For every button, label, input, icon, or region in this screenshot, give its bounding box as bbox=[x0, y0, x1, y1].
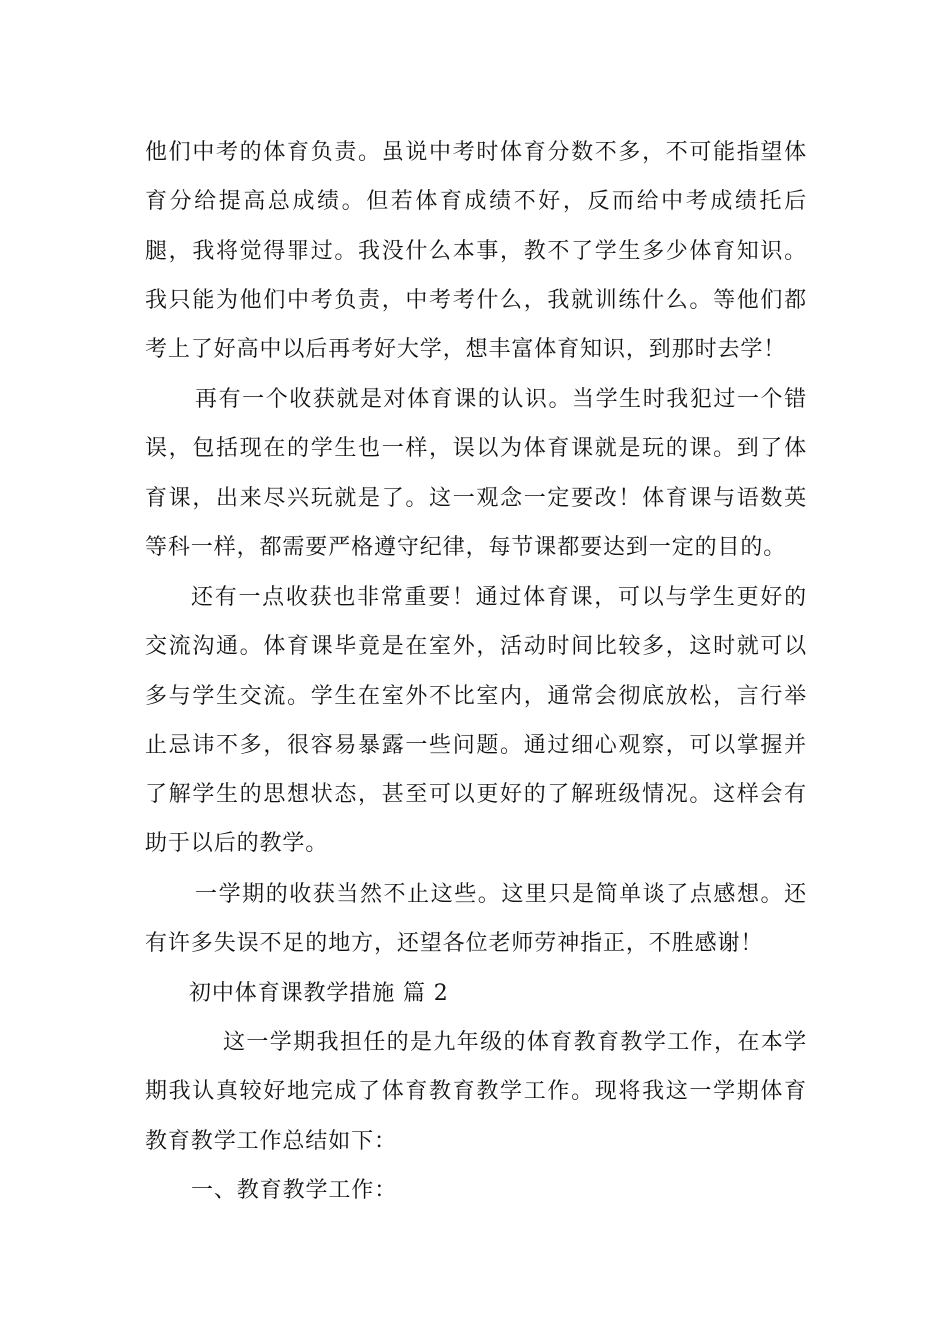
paragraph-student-communication: 还有一点收获也非常重要！通过体育课，可以与学生更好的交流沟通。体育课毕竟是在室外，活动时间比较多，这时就可以多与学生交流。学生在室外不比室内，通常会彻底放松，言行举止忌讳不多，很容易暴露一些问题。通过细心观察，可以掌握并了解学生的思想状态，甚至可以更好的了解班级情况。这样会有助于以后的教学。 bbox=[145, 585, 807, 857]
paragraph-pe-class-understanding: 再有一个收获就是对体育课的认识。当学生时我犯过一个错误，包括现在的学生也一样，误以为体育课就是玩的课。到了体育课，出来尽兴玩就是了。这一观念一定要改！体育课与语数英等科一样，都需要严格遵守纪律，每节课都要达到一定的目的。 bbox=[145, 387, 807, 560]
paragraph-pe-exam-responsibility: 他们中考的体育负责。虽说中考时体育分数不多，不可能指望体育分给提高总成绩。但若体育成绩不好，反而给中考成绩托后腿，我将觉得罪过。我没什么本事，教不了学生多少体育知识。我只能为他们中考负责，中考考什么，我就训练什么。等他们都考上了好高中以后再考好大学，想丰富体育知识，到那时去学！ bbox=[145, 140, 807, 363]
paragraph-intro-grade-nine: 这一学期我担任的是九年级的体育教育教学工作，在本学期我认真较好地完成了体育教育教学工作。现将我这一学期体育教育教学工作总结如下： bbox=[145, 1030, 807, 1154]
section-title: 初中体育课教学措施 篇 2 bbox=[189, 981, 449, 1006]
paragraph-semester-closing: 一学期的收获当然不止这些。这里只是简单谈了点感想。还有许多失误不足的地方，还望各位老师劳神指正，不胜感谢！ bbox=[145, 882, 807, 957]
subheading-teaching-work: 一、教育教学工作： bbox=[191, 1178, 398, 1203]
